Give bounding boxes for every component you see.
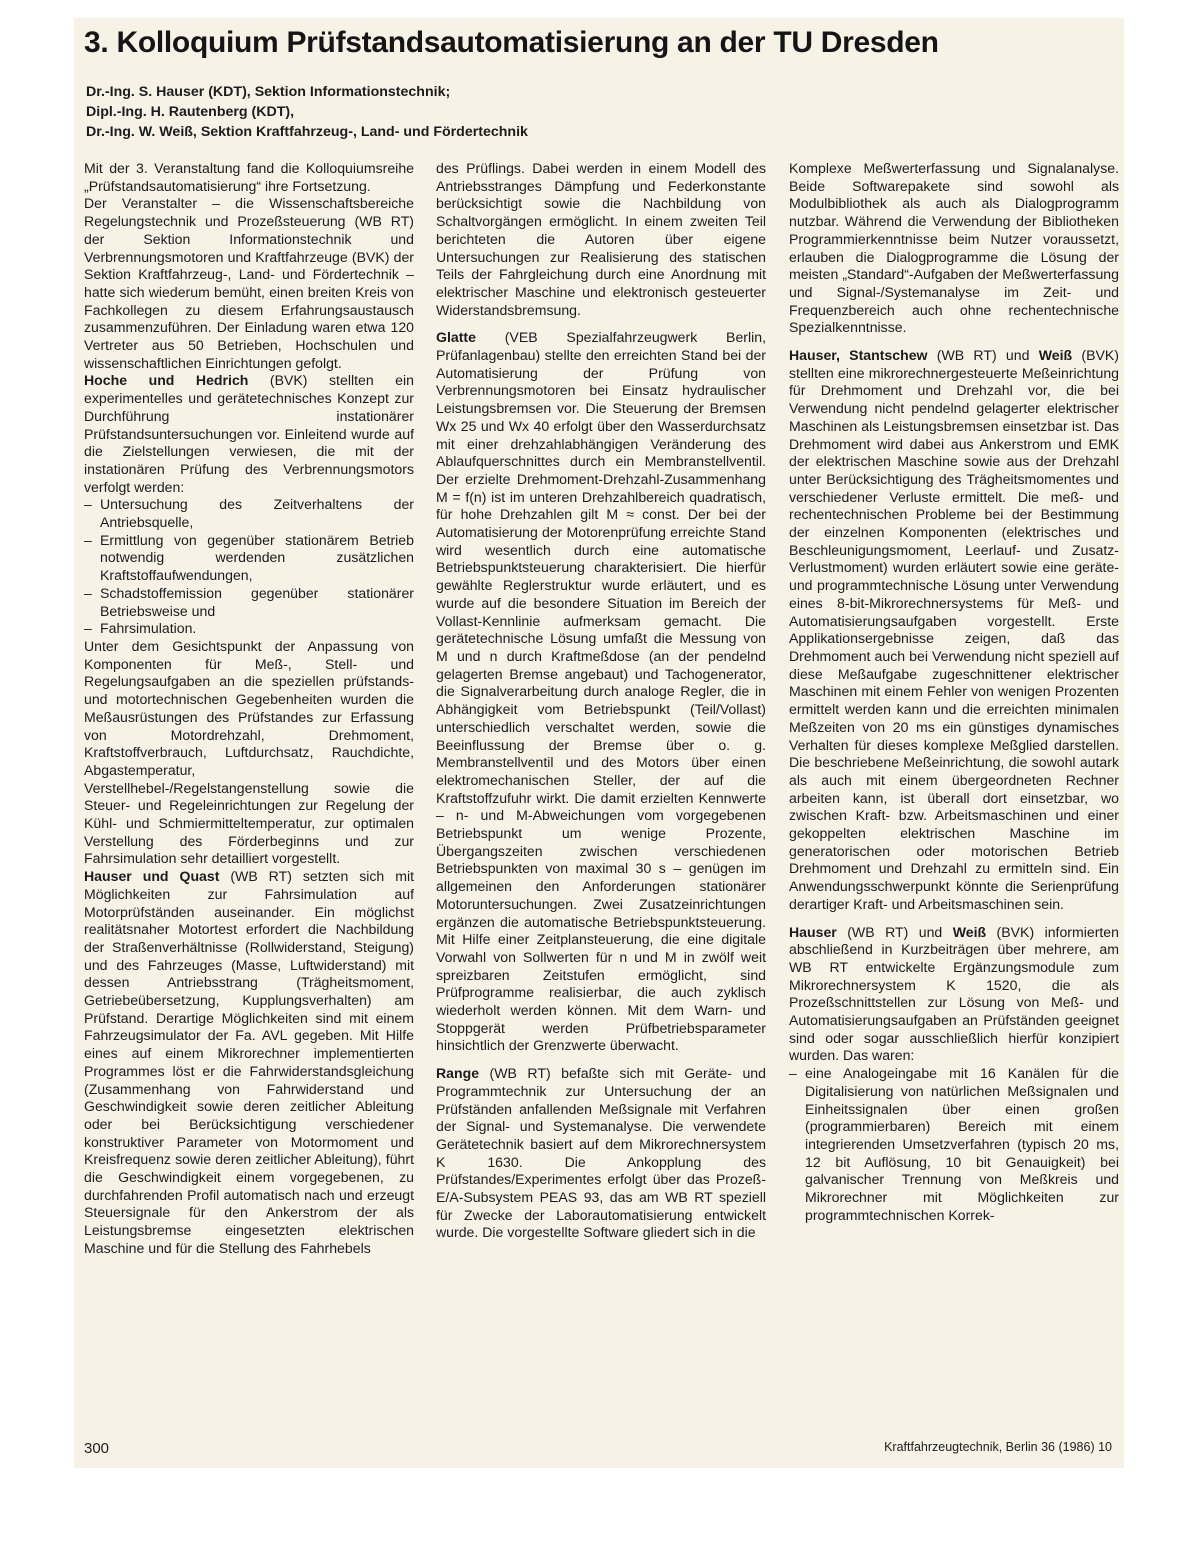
- speaker-name: Glatte: [436, 329, 476, 346]
- paragraph-text: (BVK) stellten eine mikrorechnergesteuerte Meßeinrichtung für Drehmoment und Drehzahl vor, die bei Verwendung nicht pendelnd gelagerter elektrischer Maschinen als Leistungsbremsen einsetzbar ist. Das Drehmoment wird dabei aus Ankerstrom und EMK der elektrischen Maschine sowie aus der Drehzahl unter Berücksichtigung des Trägheitsmomentes und verschiedener Verluste ermittelt. Die meß- und rechentechnischen Probleme bei der Bestimmung der einzelnen Komponenten (elektrisches und Beschleunigungsmoment, Leerlauf- und Zusatz-Verlustmoment) wurden erläutert sowie eine geräte- und programmtechnische Lösung unter Verwendung eines 8-bit-Mikrorechnersystems für Meß- und Automatisierungsaufgaben vorgestellt. Erste Applikationsergebnisse zeigen, daß das Drehmoment auch bei Verwendung nicht speziell auf diese Meßaufgabe zugeschnittener elektrischer Maschinen mit einem Fehler von wenigen Prozenten ermittelt werden kann und die erreichten minimalen Meßzeiten von 20 ms ein günstiges dynamisches Verhalten für dieses komplexe Meßglied darstellen. Die beschriebene Meßeinrichtung, die sowohl autark als auch mit einem übergeordneten Rechner arbeiten kann, ist überall dort einsetzbar, wo zwischen Kraft- bzw. Arbeitsmaschinen und einer gekoppelten elektrischen Maschine im generatorischen oder motorischen Betrieb Drehmoment und Drehzahl zu ermitteln sind. Ein Anwendungsschwerpunkt könnte die Serienprüfung derartiger Kraft- und Arbeitsmaschinen sein.: [789, 347, 1119, 912]
- paragraph: Unter dem Gesichtspunkt der Anpassung von Komponenten für Meß-, Stell- und Regelungsaufgaben an die speziellen prüfstands- und motortechnischen Gegebenheiten wurden die Meßausrüstungen des Prüfstandes zur Erfassung von Motordrehzahl, Drehmoment, Kraftstoffverbrauch, Luftdurchsatz, Rauchdichte, Abgastemperatur, Verstellhebel-/Regelstangenstellung sowie die Steuer- und Regeleinrichtungen zur Regelung der Kühl- und Schmiermitteltemperatur, zur optimalen Verstellung des Förderbeginns und zur Fahrsimulation sehr detailliert vorgestellt.: [84, 637, 414, 867]
- page-number: 300: [84, 1440, 110, 1457]
- paragraph-text: (WB RT) und: [927, 347, 1039, 364]
- speaker-name: Range: [436, 1065, 480, 1082]
- paragraph: [436, 329, 766, 1055]
- paragraph-text: (BVK) informierten abschließend in Kurzbeiträgen über mehrere, am WB RT entwickelte Ergänzungsmodule zum Mikrorechnersystem K 1520, die als Prozeßschnittstellen zur Lösung von Meß- und Automatisierungsaufgaben an Prüfständen geeignet sind oder sogar ausschließlich hierfür konzipiert wurden. Das waren:: [789, 923, 1119, 1064]
- paragraph: Komplexe Meßwerterfassung und Signalanalyse. Beide Softwarepakete sind sowohl als Modulbibliothek als auch als Dialogprogramm nutzbar. Während die Verwendung der Bibliotheken Programmierkenntnisse beim Nutzer voraussetzt, erlauben die Dialogprogramme die Lösung der meisten „Standard“-Aufgaben der Meßwerterfassung und Signal-/Systemanalyse im Zeit- und Frequenzbereich auch ohne rechentechnische Spezialkenntnisse.: [789, 160, 1119, 336]
- journal-citation: Kraftfahrzeugtechnik, Berlin 36 (1986) 10: [884, 1440, 1112, 1454]
- list-item: – Schadstoffemission gegenüber stationärer Betriebsweise und: [84, 585, 414, 620]
- text-column-3: [789, 160, 1119, 1430]
- list-item: – eine Analogeingabe mit 16 Kanälen für die Digitalisierung von natürlichen Meßsignalen und Einheitssignalen über einen großen (programmierbaren) Bereich mit einem integrierenden Umsetzverfahren (typisch 20 ms, 12 bit Auflösung, 10 bit Genauigkeit) bei galvanischer Trennung von Meßkreis und Mikrorechner mit Möglichkeiten zur programmtechnischen Korrek-: [789, 1065, 1119, 1224]
- paragraph: [436, 1065, 766, 1242]
- speaker-name: Hauser und Quast: [84, 868, 220, 885]
- paragraph: [84, 372, 414, 496]
- author-line: Dr.-Ing. S. Hauser (KDT), Sektion Informationstechnik;: [86, 84, 451, 100]
- text-column-2: [436, 160, 766, 1430]
- speaker-name: Hauser, Stantschew: [789, 347, 928, 364]
- author-line: Dipl.-Ing. H. Rautenberg (KDT),: [86, 104, 295, 120]
- list-item: – Ermittlung von gegenüber stationärem Betrieb notwendig werdenden zusätzlichen Kraftstoffaufwendungen,: [84, 532, 414, 585]
- list-item: – Fahrsimulation.: [84, 620, 414, 638]
- speaker-name: Hauser: [789, 923, 837, 940]
- paragraph: [789, 347, 1119, 914]
- paragraph-text: (WB RT) und: [836, 923, 953, 940]
- paragraph-text: (BVK) stellten ein experimentelles und gerätetechnisches Konzept zur Durchführung instationärer Prüfstandsuntersuchungen vor. Einleitend wurde auf die Zielstellungen verwiesen, die mit der instationären Prüfung des Verbrennungsmotors verfolgt werden:: [84, 372, 414, 495]
- text-column-1: [84, 160, 414, 1430]
- paragraph: [84, 868, 414, 1257]
- objective-list: [84, 496, 414, 638]
- list-item: – Untersuchung des Zeitverhaltens der Antriebsquelle,: [84, 496, 414, 531]
- speaker-name: Weiß: [1038, 347, 1073, 364]
- paragraph-text: (VEB Spezialfahrzeugwerk Berlin, Prüfanlagenbau) stellte den erreichten Stand bei der Automatisierung der Prüfung von Verbrennungsmotoren bei Einsatz hydraulischer Leistungsbremsen vor. Die Steuerung der Bremsen Wx 25 und Wx 40 erfolgt über den Wasserdurchsatz mit einer drehzahlabhängigen Veränderung des Ablaufquerschnittes durch ein Membranstellventil. Der erzielte Drehmoment-Drehzahl-Zusammenhang M = f(n) ist im unteren Drehzahlbereich quadratisch, für hohe Drehzahlen gilt M ≈ const. Der bei der Automatisierung der Motorenprüfung erreichte Stand wird wesentlich durch eine automatische Betriebspunktsteuerung charakterisiert. Die hierfür gewählte Reglerstruktur wurde erläutert, und es wurde auf die besondere Situation im Bereich der Vollast-Kennlinie aufmerksam gemacht. Die gerätetechnische Lösung umfaßt die Messung von M und n durch Kraftmeßdose (an der pendelnd gelagerten Bremse angebaut) und Tachogenerator, die Signalverarbeitung durch analoge Regler, die in Abhängigkeit vom Betriebspunkt (Teil/Vollast) unterschiedlich verschaltet werden, sowie die Beeinflussung der Bremse über o. g. Membranstellventil und des Motors über einen elektromechanischen Steller, der auf die Kraftstoffzufuhr wirkt. Die damit erzielten Kennwerte – n- und M-Abweichungen vom vorgegebenen Betriebspunkt um wenige Prozente, Übergangszeiten zwischen verschiedenen Betriebspunkten von maximal 30 s – genügen im allgemeinen den Anforderungen stationärer Motoruntersuchungen. Zwei Zusatzeinrichtungen ergänzen die automatische Betriebspunktsteuerung. Mit Hilfe einer Zeitplansteuerung, die eine digitale Vorwahl von Sollwerten für n und M in zwölf weit spreizbaren Zeitstufen ermöglicht, sind Prüfprogramme realisierbar, die auch zyklisch wiederholt werden können. Mit dem Warn- und Stoppgerät werden Prüfbetriebsparameter hinsichtlich der Grenzwerte überwacht.: [436, 329, 766, 1054]
- author-list: [86, 82, 528, 142]
- paragraph-text: (WB RT) befaßte sich mit Geräte- und Programmtechnik zur Untersuchung der an Prüfständen anfallenden Meßsignale mit Verfahren der Signal- und Systemanalyse. Die verwendete Gerätetechnik basiert auf dem Mikrorechnersystem K 1630. Die Ankopplung des Prüfstandes/Experimentes erfolgt über das Prozeß-E/A-Subsystem PEAS 93, das am WB RT speziell für Zwecke der Laborautomatisierung entwickelt wurde. Die vorgestellte Software gliedert sich in die: [436, 1065, 766, 1241]
- module-list: [789, 1065, 1119, 1224]
- paragraph: Der Veranstalter – die Wissenschaftsbereiche Regelungstechnik und Prozeßsteuerung (WB RT) der Sektion Informationstechnik und Verbrennungsmotoren und Kraftfahrzeuge (BVK) der Sektion Kraftfahrzeug-, Land- und Fördertechnik – hatte sich wiederum bemüht, einen breiten Kreis von Fachkollegen zu diesem Erfahrungsaustausch zusammenzuführen. Der Einladung waren etwa 120 Vertreter aus 50 Betrieben, Hochschulen und wissenschaftlichen Einrichtungen gefolgt.: [84, 195, 414, 371]
- paragraph: des Prüflings. Dabei werden in einem Modell des Antriebsstranges Dämpfung und Federkonstante berücksichtigt sowie die Nachbildung von Schaltvorgängen ermöglicht. In einem zweiten Teil berichteten die Autoren über eigene Untersuchungen zur Realisierung des statischen Teils der Fahrgleichung durch eine Anordnung mit elektrischer Maschine und elektronisch gesteuerter Widerstandsbremsung.: [436, 160, 766, 318]
- paragraph-text: (WB RT) setzten sich mit Möglichkeiten zur Fahrsimulation auf Motorprüfständen auseinander. Ein möglichst realitätsnaher Motortest erfordert die Nachbildung der Straßenverhältnisse (Rollwiderstand, Steigung) und des Fahrzeuges (Masse, Luftwiderstand) mit dessen Antriebsstrang (Trägheitsmoment, Getriebeübersetzung, Kupplungsverhalten) am Prüfstand. Derartige Möglichkeiten sind mit einem Fahrzeugsimulator der Fa. AVL gegeben. Mit Hilfe eines auf einem Mikrorechner implementierten Programmes löst er die Fahrwiderstandsgleichung (Zusammenhang von Fahrwiderstand und Geschwindigkeit sowie deren zeitlicher Ableitung oder bei Berücksichtigung verschiedener konstruktiver Parameter von Motormoment und Kreisfrequenz sowie deren zeitlicher Ableitung), führt die Geschwindigkeit einem vorgegebenen, zu durchfahrenden Profil automatisch nach und erzeugt Steuersignale für den Ankerstrom der als Leistungsbremse eingesetzten elektrischen Maschine und für die Stellung des Fahrhebels: [84, 868, 414, 1256]
- speaker-name: Weiß: [952, 923, 987, 940]
- document-page: [74, 18, 1124, 1468]
- paragraph: Mit der 3. Veranstaltung fand die Kolloquiumsreihe „Prüfstandsautomatisierung“ ihre Fortsetzung.: [84, 160, 414, 194]
- article-title: 3. Kolloquium Prüfstandsautomatisierung an der TU Dresden: [84, 26, 939, 59]
- speaker-name: Hoche und Hedrich: [84, 372, 249, 389]
- author-line: Dr.-Ing. W. Weiß, Sektion Kraftfahrzeug-, Land- und Fördertechnik: [86, 124, 528, 140]
- paragraph: [789, 924, 1119, 1066]
